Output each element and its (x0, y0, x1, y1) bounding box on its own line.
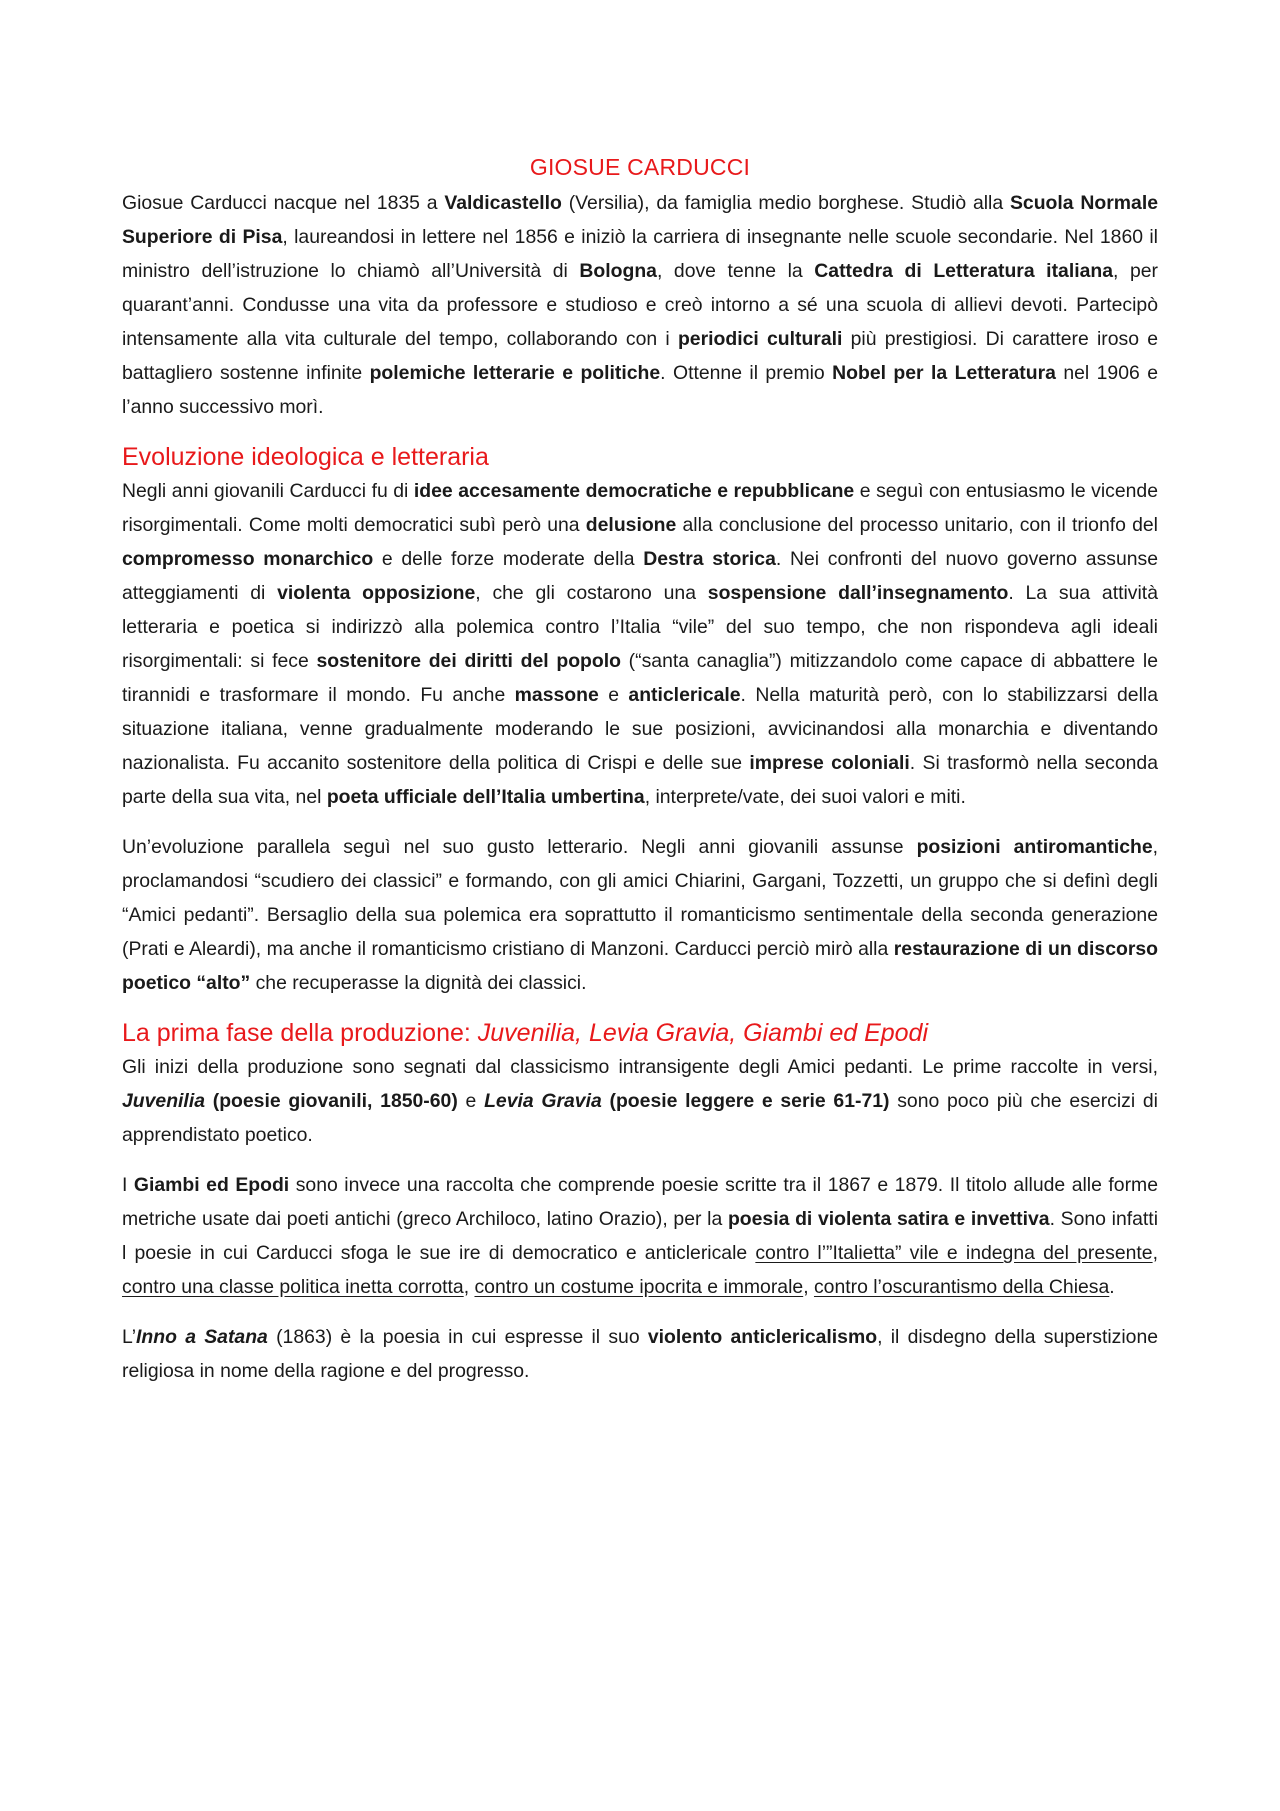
bold-italic-text: Levia Gravia (484, 1090, 602, 1112)
bold-text: compromesso monarchico (122, 548, 374, 570)
paragraph-biography (122, 186, 1158, 424)
bold-text: delusione (585, 514, 677, 536)
paragraph-giambi-epodi (122, 1168, 1158, 1304)
text: che recuperasse la dignità dei classici. (250, 972, 587, 994)
text: , interprete/vate, dei suoi valori e miti. (644, 786, 966, 808)
text: L’ (122, 1326, 137, 1348)
bold-text: (poesie giovanili, 1850-60) (205, 1090, 458, 1112)
underlined-text: contro l’oscurantismo della Chiesa (813, 1276, 1110, 1298)
text: sono invece una raccolta che comprende poesie scritte tra il 1867 e 1879. Il titolo allude alle forme metriche usate dai poeti antichi (greco Archiloco, latino Orazio), per la (122, 1174, 1158, 1230)
text: Gli inizi della produzione sono segnati dal classicismo intransigente degli Amici pedanti. Le prime raccolte in versi, (122, 1056, 1158, 1078)
bold-text: (poesie leggere e serie 61-71) (601, 1090, 890, 1112)
text: , laureandosi in lettere nel 1856 e iniziò la carriera di insegnante nelle scuole secondarie. Nel 1860 il ministro dell’istruzione lo chiamò all’Università di (122, 226, 1158, 282)
text: (1863) è la poesia in cui espresse il suo (267, 1326, 648, 1348)
text: più prestigiosi. Di carattere iroso e battagliero sostenne infinite (122, 328, 1159, 384)
text: , il disdegno della superstizione religiosa in nome della ragione e del progresso. (122, 1326, 1159, 1382)
bold-text: poeta ufficiale dell’Italia umbertina (326, 786, 645, 808)
bold-text: sostenitore dei diritti del popolo (316, 650, 621, 672)
heading-text: La prima fase della produzione: (122, 1019, 478, 1047)
text: Un’evoluzione parallela seguì nel suo gusto letterario. Negli anni giovanili assunse (122, 836, 917, 858)
bold-text: poesia di violenta satira e invettiva (727, 1208, 1050, 1230)
heading-italic-text: Juvenilia, Levia Gravia, Giambi ed Epodi (477, 1019, 929, 1047)
bold-text: Nobel per la Letteratura (832, 362, 1056, 384)
text: . Nei confronti del nuovo governo assunse atteggiamenti di (122, 548, 1159, 604)
bold-text: Bologna (579, 260, 657, 282)
underlined-text: contro un costume ipocrita e immorale (474, 1276, 804, 1298)
text: sono poco più che esercizi di apprendistato poetico. (122, 1090, 1158, 1146)
text: (“santa canaglia”) mitizzandolo come capace di abbattere le tirannidi e trasformare il mondo. Fu anche (122, 650, 1158, 706)
bold-text: violento anticlericalismo (647, 1326, 878, 1348)
paragraph-literary-taste (122, 830, 1158, 1000)
text: . Ottenne il premio (660, 362, 833, 384)
bold-text: polemiche letterarie e politiche (369, 362, 661, 384)
paragraph-inno-satana (122, 1320, 1158, 1388)
bold-italic-text: Juvenilia (122, 1090, 205, 1112)
section-heading-prima-fase (122, 1018, 1158, 1048)
paragraph-early-works (122, 1050, 1158, 1152)
text: , (1152, 1242, 1158, 1264)
underlined-text: contro l’”Italietta” vile e indegna del presente (755, 1242, 1153, 1264)
text: , proclamandosi “scudiero dei classici” e formando, con gli amici Chiarini, Gargani, Tozzetti, un gruppo che si definì degli “Amici pedanti”. Bersaglio della sua polemica era soprattutto il romanticismo sentimentale della seconda generazione (Prati e Aleardi), ma anche il romanticismo cristiano di Manzoni. Carducci perciò mirò alla (122, 836, 1159, 960)
text: Giosue Carducci nacque nel 1835 a (122, 192, 445, 214)
section-heading-evoluzione: Evoluzione ideologica e letteraria (122, 443, 489, 471)
bold-text: massone (514, 684, 599, 706)
text: e (457, 1090, 485, 1112)
text: , (803, 1276, 814, 1298)
bold-text: violenta opposizione (277, 582, 476, 604)
paragraph-ideology (122, 474, 1158, 814)
underlined-text: contro una classe politica inetta corrotta (122, 1276, 464, 1298)
document-title: GIOSUE CARDUCCI (529, 154, 751, 180)
text: , per quarant’anni. Condusse una vita da professore e studioso e creò intorno a sé una scuola di allievi devoti. Partecipò intensamente alla vita culturale del tempo, collaborando con i (122, 260, 1158, 350)
text: e (598, 684, 629, 706)
text: Negli anni giovanili Carducci fu di (122, 480, 414, 502)
text: e seguì con entusiasmo le vicende risorgimentali. Come molti democratici subì però una (122, 480, 1158, 536)
text: , dove tenne la (656, 260, 815, 282)
bold-text: posizioni antiromantiche (916, 836, 1153, 858)
bold-text: Giambi ed Epodi (133, 1174, 290, 1196)
bold-italic-text: Inno a Satana (136, 1326, 268, 1348)
bold-text: idee accesamente democratiche e repubblicane (413, 480, 855, 502)
text: (Versilia), da famiglia medio borghese. Studiò alla (561, 192, 1010, 214)
text: . (1109, 1276, 1115, 1298)
text: I (122, 1174, 134, 1196)
text: e delle forze moderate della (373, 548, 644, 570)
bold-text: imprese coloniali (749, 752, 910, 774)
text: . Nella maturità però, con lo stabilizzarsi della situazione italiana, venne gradualmente moderando le sue posizioni, avvicinandosi alla monarchia e diventando nazionalista. Fu accanito sostenitore della politica di Crispi e delle sue (122, 684, 1158, 774)
bold-text: Valdicastello (444, 192, 562, 214)
text: . Si trasformò nella seconda parte della sua vita, nel (122, 752, 1158, 808)
text: . La sua attività letteraria e poetica si indirizzò alla polemica contro l’Italia “vile” del suo tempo, che non rispondeva agli ideali risorgimentali: si fece (122, 582, 1158, 672)
bold-text: Cattedra di Letteratura italiana (814, 260, 1114, 282)
bold-text: sospensione dall’insegnamento (707, 582, 1009, 604)
bold-text: restaurazione di un discorso poetico “alto” (122, 938, 1158, 994)
text: , che gli costarono una (475, 582, 708, 604)
text: nel 1906 e l’anno successivo morì. (122, 362, 1158, 418)
bold-text: periodici culturali (677, 328, 843, 350)
bold-text: Scuola Normale Superiore di Pisa (122, 192, 1158, 248)
bold-text: anticlericale (628, 684, 741, 706)
text: alla conclusione del processo unitario, con il trionfo del (676, 514, 1158, 536)
text: , (463, 1276, 475, 1298)
text: . Sono infatti l poesie in cui Carducci sfoga le sue ire di democratico e anticlericale (122, 1208, 1158, 1264)
bold-text: Destra storica (643, 548, 776, 570)
